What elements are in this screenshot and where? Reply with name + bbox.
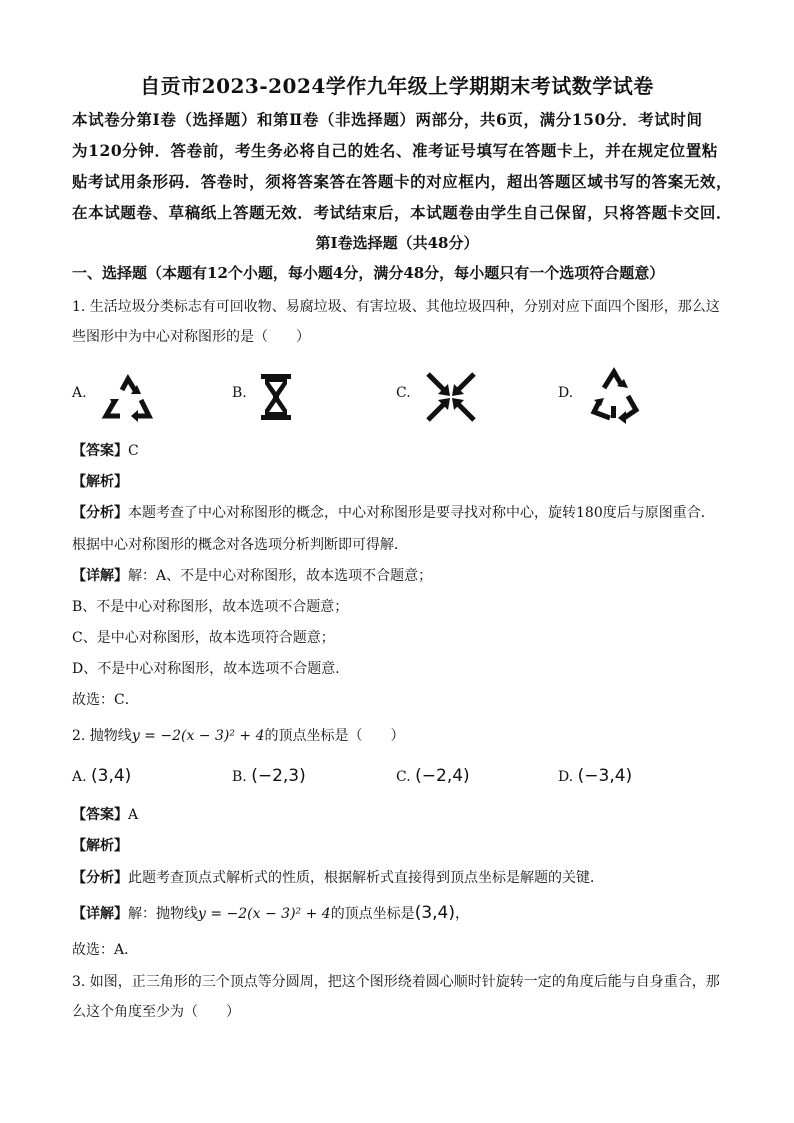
q1-detail-line3: C、是中心对称图形，故本选项符合题意； (72, 630, 335, 646)
q1-option-b-label: B. (232, 385, 247, 401)
fenxi-tag: 【分析】 (72, 505, 128, 521)
answer-tag: 【答案】 (72, 807, 128, 823)
instruction-line: 本试卷分第Ⅰ卷（选择题）和第Ⅱ卷（非选择题）两部分，共6页，满分150分．考试时间 (72, 110, 703, 129)
q2-choose: 故选：A． (72, 942, 139, 958)
option-label: B. (232, 769, 247, 785)
exam-instructions (72, 104, 732, 228)
q1-stem-line2: 些图形中为中心对称图形的是（ ） (72, 329, 310, 345)
q1-detail-line2: B、不是中心对称图形，故本选项不合题意； (72, 599, 349, 615)
answer-tag: 【答案】 (72, 443, 128, 459)
section-title: 第Ⅰ卷选择题（共48分） (315, 234, 479, 252)
q2-option-c (396, 766, 470, 786)
option-value: (−2,3) (251, 766, 306, 786)
q2-analysis-tag: 【解析】 (72, 838, 128, 854)
option-label: D. (558, 769, 574, 785)
q1-fenxi-line1 (72, 503, 715, 523)
q2-option-a (72, 766, 131, 786)
q2-answer (72, 805, 138, 825)
option-label: A. (72, 769, 87, 785)
other-waste-icon (588, 366, 640, 426)
q2-fenxi (72, 868, 604, 888)
q1-choose: 故选：C． (72, 692, 139, 708)
q1-option-a-label: A. (72, 385, 87, 401)
q3-stem-line2: 么这个角度至少为（ ） (72, 1004, 240, 1020)
q1-fenxi-line2: 根据中心对称图形的概念对各选项分析判断即可得解． (72, 537, 408, 553)
detail-pre: 解：抛物线 (128, 906, 198, 922)
q1-detail-line4: D、不是中心对称图形，故本选项不合题意． (72, 661, 350, 677)
section-heading: 一、选择题（本题有12个小题，每小题4分，满分48分，每小题只有一个选项符合题意） (72, 264, 665, 282)
crossed-arrows-icon (424, 370, 478, 424)
fenxi-text: 本题考查了中心对称图形的概念，中心对称图形是要寻找对称中心，旋转180度后与原图重合． (128, 505, 715, 521)
q3-stem-line1: 3. 如图，正三角形的三个顶点等分圆周，把这个图形绕着圆心顺时针旋转一定的角度后能与自身重合，那 (72, 974, 720, 990)
q1-option-d-label: D. (558, 385, 574, 401)
option-value: (−2,4) (415, 766, 470, 786)
exam-title: 自贡市2023-2024学作九年级上学期期末考试数学试卷 (140, 74, 654, 98)
answer-value: A (128, 807, 139, 823)
q2-stem (72, 726, 405, 746)
q2-option-d (558, 766, 632, 786)
detail-end: ， (455, 906, 469, 922)
hourglass-icon (258, 372, 294, 422)
q2-detail (72, 903, 469, 924)
instruction-line: 在本试题卷、草稿纸上答题无效．考试结束后，本试题卷由学生自己保留，只将答题卡交回． (72, 203, 733, 222)
xiangjie-tag: 【详解】 (72, 906, 128, 922)
recycle-icon (100, 372, 156, 424)
q1-detail-line1 (72, 566, 432, 586)
q1-answer (72, 441, 139, 461)
xiangjie-tag: 【详解】 (72, 568, 128, 584)
detail-value: (3,4) (414, 903, 455, 923)
instruction-line: 为120分钟．答卷前，考生务必将自己的姓名、准考证号填写在答题卡上，并在规定位置粘 (72, 141, 718, 160)
detail-formula: y = −2(x − 3)² + 4 (198, 906, 331, 922)
fenxi-tag: 【分析】 (72, 870, 128, 886)
q1-analysis-tag: 【解析】 (72, 474, 128, 490)
answer-value: C (128, 443, 139, 459)
q2-option-b (232, 766, 306, 786)
q1-option-c-label: C. (396, 385, 411, 401)
option-value: (3,4) (91, 766, 132, 786)
instruction-line: 贴考试用条形码．答卷时，须将答案答在答题卡的对应框内，超出答题区域书写的答案无效， (72, 172, 733, 191)
fenxi-text: 此题考查顶点式解析式的性质，根据解析式直接得到顶点坐标是解题的关键． (128, 870, 604, 886)
q2-stem-post: 的顶点坐标是（ ） (264, 728, 405, 744)
detail-mid: 的顶点坐标是 (330, 906, 415, 922)
q2-stem-pre: 2. 抛物线 (72, 728, 132, 744)
option-label: C. (396, 769, 411, 785)
detail-text: 解：A、不是中心对称图形，故本选项不合题意； (128, 568, 433, 584)
q1-stem-line1: 1. 生活垃圾分类标志有可回收物、易腐垃圾、有害垃圾、其他垃圾四种，分别对应下面四个图形，那么这 (72, 299, 720, 315)
q2-formula: y = −2(x − 3)² + 4 (131, 728, 265, 744)
option-value: (−3,4) (577, 766, 633, 786)
